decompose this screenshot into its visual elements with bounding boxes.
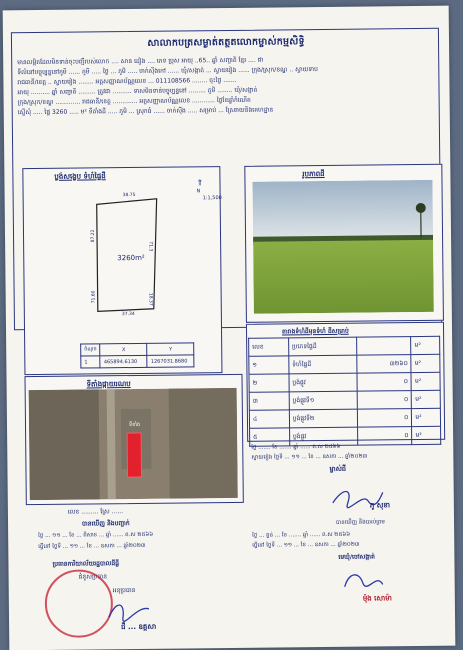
official-stamp xyxy=(45,569,114,638)
table-cell: ម² xyxy=(412,390,441,408)
right-sign-line-2: ស្វាយរៀង ថ្ងៃទី ... ១១ ... ខែ ... ឧសភា ... ឆ្នាំ២០២៣ xyxy=(251,453,368,461)
table-cell: ១ xyxy=(249,356,289,374)
table-cell: ០ xyxy=(357,391,412,410)
table-row xyxy=(249,336,440,356)
dim-left-lower: 71.60 xyxy=(91,290,97,304)
plan-area-label: 3260m² xyxy=(117,253,145,263)
table-cell: ៣ xyxy=(249,392,289,410)
photo-title: រូបភាពដី xyxy=(302,169,325,179)
owner-line-1: មានលម្អិតដែលមិនទាន់ចុះបញ្ជីរបស់លោក .... សាន ដៀង .... ភេទ ប្រុស អាយុ ..65.. ឆ្នាំ សញ្ជាតិ ខ្មែរ .... ជា xyxy=(17,56,264,67)
coordinates-table xyxy=(80,342,195,368)
left-sign-office: ប្រធានការិយាល័យរដ្ឋបាលដីធ្លី xyxy=(52,560,120,568)
owner-line-4: អាយុ .......... ឆ្នាំ សញ្ជាតិ ......... ត្រូវជា .......... ទាសមិនទាន់បច្ចុប្បន្ននៅ ......... ភូមិ ........ ឃុំ/សង្កាត់ xyxy=(17,86,258,97)
right-sign-sub: បានឃើញ និងយល់ព្រម xyxy=(336,519,385,526)
coord-y: 1267031.8680 xyxy=(147,355,194,367)
table-cell: ៣២៦០ xyxy=(357,355,412,374)
left-sign-name: ជឹ ... ឧគ្គសា xyxy=(121,622,157,632)
satellite-title: ទីតាំងផ្កាយរណប xyxy=(86,380,131,389)
table-cell: ទំហំផ្ទៃដី xyxy=(289,355,357,374)
table-row xyxy=(249,354,440,374)
table-cell: ម² xyxy=(412,426,441,444)
table-cell: ២ xyxy=(249,374,289,392)
table-cell: ៥ xyxy=(250,428,290,446)
coord-header-point: ចំណុច xyxy=(81,344,101,356)
owner-line-5: ក្រុង/ស្រុក/ខណ្ឌ ............. រាជធានី/ខេត្ត ............. អត្តសញ្ញាណប័ណ្ណលេខ ............ ថ្ងៃខែឆ្នាំកំណើត xyxy=(17,96,251,107)
table-cell: លេខ xyxy=(249,338,289,356)
left-sign-title: បានឃើញ និងបញ្ជាក់ xyxy=(82,520,130,528)
coord-x: 465894.6130 xyxy=(100,355,147,367)
table-cell: ០ xyxy=(358,427,413,446)
left-sign-role: អនុប្រធាន xyxy=(112,586,136,595)
field-photo xyxy=(252,180,433,314)
document-page xyxy=(3,6,456,650)
table-cell: ០ xyxy=(357,409,412,428)
satellite-map xyxy=(29,388,238,500)
area-table xyxy=(248,336,441,447)
owner-line-3: រាជធានី/ខេត្ត .. ស្វាយរៀង ........ អត្តសញ្ញាណប័ណ្ណលេខ ... 011108566 ........ ចុះថ្ងៃ ....... xyxy=(17,76,237,87)
table-cell: ម² xyxy=(411,336,440,354)
owner-line-6: ស្នើសុំ ..... ផ្ទៃ 3260 ..... ម² ទីតាំងដី ..... ភូមិ ... ស្រុកធំ ...... ចាក់ស៊ីង ..... សម្រាប់ ... ស្រែរាយនិងគេហដ្ឋាន xyxy=(17,106,274,117)
table-row xyxy=(249,408,440,428)
right-sign-title-2: មេឃុំ/ចៅសង្កាត់ xyxy=(338,553,375,561)
table-cell xyxy=(357,337,412,356)
table-cell: ប្លង់ផ្លូវទី១ xyxy=(289,391,357,410)
dim-right-lower: 18.37 xyxy=(147,292,153,306)
right-sign-line-3: ថ្ងៃ ... ធ្ងន់ ... ខែ ....... ឆ្នាំ ...... ព.ស ២៥៦៦ xyxy=(252,531,351,539)
coord-point: 1 xyxy=(81,356,101,368)
table-cell: ប្លង់ផ្លូវ xyxy=(289,373,357,392)
dim-top: 38.75 xyxy=(122,192,136,199)
plan-scale: 1:1,500 xyxy=(202,195,222,202)
table-row xyxy=(249,372,440,392)
area-title: តារាងទំហំដីមុនទំហំ ដីសម្រាប់ xyxy=(282,327,349,336)
chief-signature xyxy=(336,564,396,595)
coord-header-y: Y xyxy=(147,343,194,355)
right-sign-line-4: ធ្វើនៅ ថ្ងៃទី ... ១១ ... ខែ ... ឧសភា ... ឆ្នាំ២០២៣ xyxy=(252,541,360,549)
right-sign-title: ម្ចាស់ដី xyxy=(329,464,347,473)
dim-left-upper: 87.22 xyxy=(90,229,97,243)
satellite-marker-label: ទីតាំង xyxy=(128,421,141,429)
dim-right-upper: 71.3 xyxy=(147,241,153,252)
table-row xyxy=(249,390,440,410)
owner-name: ភូ សុខា xyxy=(369,501,391,510)
left-sign-line-2: ធ្វើនៅ ថ្ងៃទី ... ១១ ... ខែ ... ឧសភា ... ឆ្នាំ២០២៣ xyxy=(38,542,146,551)
left-sign-deputy: ជំនួសប្រធាន xyxy=(78,573,108,581)
table-row xyxy=(81,355,195,368)
table-cell: ៤ xyxy=(249,410,289,428)
office-signature xyxy=(105,595,155,626)
dim-bottom: 37.34 xyxy=(121,311,135,318)
chief-name: ម៉ុង សោម៉ា xyxy=(362,594,392,603)
left-sign-ref: លេខ ......... ស្រែ ...... xyxy=(67,508,124,516)
coord-header-x: X xyxy=(100,343,147,355)
table-cell: ប្រភេទផ្ទៃដី xyxy=(288,337,356,356)
table-cell: ប្លង់ផ្លូវ xyxy=(289,427,357,446)
north-label: N xyxy=(196,188,201,195)
table-cell: ម² xyxy=(411,372,440,390)
table-cell: ០ xyxy=(357,373,412,392)
table-cell: ប្លង់ផ្លូវទី២ xyxy=(289,409,357,428)
plan-title: ប្លង់សង្ខេប ទំហំផ្ទៃដី xyxy=(54,172,106,181)
left-sign-line-1: ថ្ងៃ ... ១១ ... ខែ ... ពិសាខ ... ឆ្នាំ ...... ព.ស ២៥៦៦ xyxy=(38,531,154,540)
table-cell: ម² xyxy=(412,408,441,426)
document-title: សាលាកបត្រសម្ងាត់តត្ថតលោកម្ចាស់កម្មសិទ្ធិ xyxy=(147,36,305,49)
north-arrow: ⇑ xyxy=(196,178,204,188)
right-sign-line-1: ថ្ងៃ ....... ខែ ....... ឆ្នាំ ...... ព.ស ២៥៦៦ xyxy=(251,443,341,451)
owner-line-2: ទីលំនៅបច្ចុប្បន្ននៅភូមិ ...... ភូមិ ..... ថ្ងៃ ... ភូមិ ..... ចាក់ស៊ីងកៅ ...... ឃុំ/សង្កាត់ ... ស្វាយរៀង ...... ក្រុង/ស្រុក/ខណ្ឌ .. ស្វាយទាប xyxy=(17,66,318,77)
table-cell: ម² xyxy=(411,354,440,372)
